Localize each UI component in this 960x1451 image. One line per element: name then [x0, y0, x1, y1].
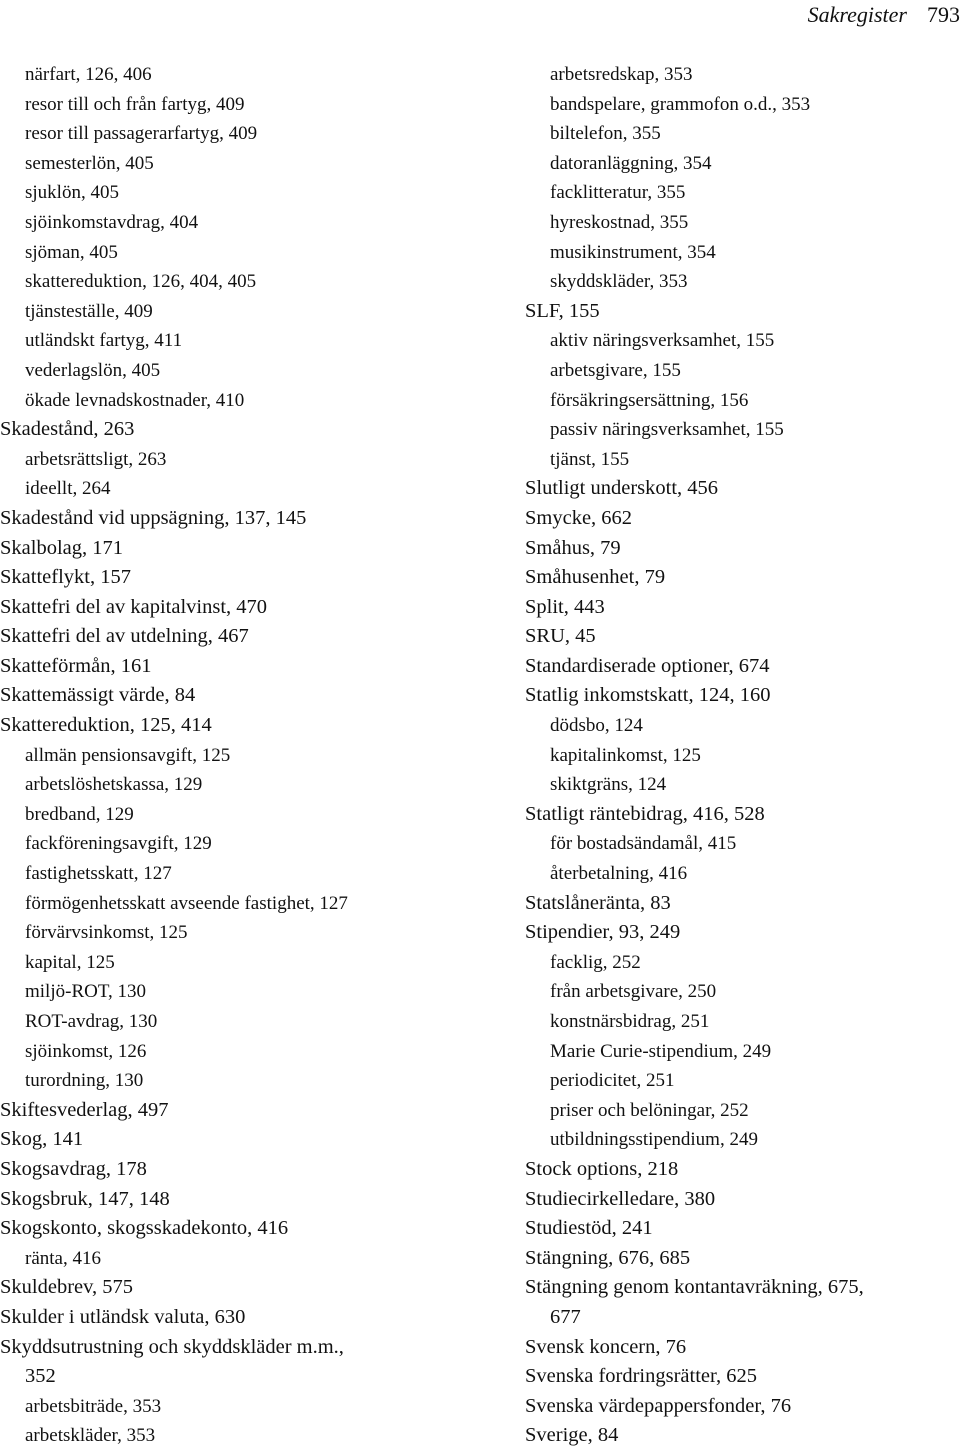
index-subentry: kapitalinkomst, 125	[550, 744, 701, 766]
index-subentry: ROT-avdrag, 130	[25, 1011, 158, 1032]
index-entry: Småhus, 79	[525, 536, 621, 559]
index-entry: Standardiserade optioner, 674	[525, 654, 770, 677]
index-subentry: sjöman, 405	[25, 241, 118, 263]
index-subentry: sjöinkomst, 126	[25, 1040, 147, 1062]
index-subentry: närfart, 126, 406	[25, 64, 152, 85]
index-entry: Skattefri del av utdelning, 467	[0, 625, 249, 648]
index-subentry: kapital, 125	[25, 951, 115, 973]
index-entry: Svenska värdepappersfonder, 76	[525, 1394, 792, 1417]
index-subentry: periodicitet, 251	[550, 1070, 675, 1092]
index-subentry: miljö-ROT, 130	[25, 981, 147, 1003]
index-subentry: arbetsredskap, 353	[550, 64, 693, 85]
index-entry: Skadestånd vid uppsägning, 137, 145	[0, 506, 307, 529]
index-entry: SLF, 155	[525, 299, 600, 322]
index-subentry: dödsbo, 124	[550, 715, 643, 737]
index-subentry: försäkringsersättning, 156	[550, 389, 749, 411]
index-entry: Statlig inkomstskatt, 124, 160	[525, 684, 771, 707]
index-subentry: arbetskläder, 353	[25, 1425, 156, 1447]
index-entry: Småhusenhet, 79	[525, 566, 666, 589]
index-subentry: från arbetsgivare, 250	[550, 981, 717, 1003]
index-entry: Skatteflykt, 157	[0, 566, 131, 589]
index-entry: Slutligt underskott, 456	[525, 477, 719, 500]
index-entry: Skadestånd, 263	[0, 418, 135, 441]
index-entry: Skog, 141	[0, 1128, 84, 1151]
index-subentry: semesterlön, 405	[25, 152, 154, 174]
index-subentry: allmän pensionsavgift, 125	[25, 744, 231, 766]
index-subentry: arbetslöshetskassa, 129	[25, 774, 203, 796]
index-subentry: resor till och från fartyg, 409	[25, 93, 245, 115]
index-subentry: facklig, 252	[550, 951, 641, 973]
running-header	[808, 0, 960, 30]
index-entry: Skulder i utländsk valuta, 630	[0, 1305, 246, 1328]
index-subentry: aktiv näringsverksamhet, 155	[550, 330, 775, 352]
index-subentry: musikinstrument, 354	[550, 241, 716, 263]
index-subentry: bredband, 129	[25, 803, 134, 825]
index-subentry: återbetalning, 416	[550, 863, 688, 885]
index-subentry: skattereduktion, 126, 404, 405	[25, 271, 257, 293]
index-column-left	[0, 60, 500, 1451]
index-entry: Skogsbruk, 147, 148	[0, 1187, 170, 1210]
index-subentry: förvärvsinkomst, 125	[25, 922, 188, 944]
index-entry: Skatteförmån, 161	[0, 654, 152, 677]
index-subentry: för bostadsändamål, 415	[550, 833, 737, 855]
index-subentry: tjänsteställe, 409	[25, 300, 153, 322]
index-subentry: tjänst, 155	[550, 448, 630, 470]
index-entry: Statslåneränta, 83	[525, 891, 671, 914]
index-entry: Statligt räntebidrag, 416, 528	[525, 802, 765, 825]
index-subentry: fackföreningsavgift, 129	[25, 833, 212, 855]
index-entry: Svensk koncern, 76	[525, 1335, 687, 1358]
index-entry: Split, 443	[525, 595, 605, 618]
index-subentry: arbetsgivare, 155	[550, 359, 681, 381]
index-entry: Skuldebrev, 575	[0, 1276, 134, 1299]
index-subentry: passiv näringsverksamhet, 155	[550, 419, 784, 441]
page-number: 793	[927, 2, 960, 27]
index-entry: Skattefri del av kapitalvinst, 470	[0, 595, 268, 618]
index-entry: Skogsavdrag, 178	[0, 1157, 147, 1180]
index-subentry: bandspelare, grammofon o.d., 353	[550, 93, 811, 115]
index-entry: Sverige, 84	[525, 1424, 619, 1447]
index-subentry: sjöinkomstavdrag, 404	[25, 211, 199, 233]
index-subentry: datoranläggning, 354	[550, 152, 712, 174]
index-subentry: Marie Curie-stipendium, 249	[550, 1040, 772, 1062]
index-subentry: arbetsrättsligt, 263	[25, 448, 167, 470]
index-subentry: vederlagslön, 405	[25, 359, 161, 381]
index-subentry: skiktgräns, 124	[550, 774, 667, 796]
index-subentry: fastighetsskatt, 127	[25, 863, 172, 885]
index-subentry: biltelefon, 355	[550, 123, 661, 145]
index-subentry: resor till passagerarfartyg, 409	[25, 123, 258, 145]
index-entry: Skogskonto, skogsskadekonto, 416	[0, 1217, 289, 1240]
index-entry: Stängning genom kontantavräkning, 675,	[525, 1276, 864, 1299]
index-subentry: ideellt, 264	[25, 478, 111, 500]
index-subentry: turordning, 130	[25, 1070, 144, 1092]
index-subentry: facklitteratur, 355	[550, 182, 686, 204]
index-subentry: utländskt fartyg, 411	[25, 330, 183, 352]
index-entry: Svenska fordringsrätter, 625	[525, 1365, 758, 1388]
index-entry: Smycke, 662	[525, 506, 633, 529]
index-subentry: förmögenhetsskatt avseende fastighet, 127	[25, 892, 348, 914]
index-column-right	[525, 60, 955, 1451]
index-subentry: ökade levnadskostnader, 410	[25, 389, 245, 411]
index-entry: Skattemässigt värde, 84	[0, 684, 196, 707]
index-subentry: sjuklön, 405	[25, 182, 119, 204]
index-entry: SRU, 45	[525, 625, 596, 648]
index-entry: Skalbolag, 171	[0, 536, 123, 559]
index-subentry: hyreskostnad, 355	[550, 211, 689, 233]
index-entry: Studiecirkelledare, 380	[525, 1187, 716, 1210]
index-subentry: konstnärsbidrag, 251	[550, 1011, 710, 1032]
index-entry-continuation: 677	[550, 1305, 581, 1328]
index-entry-continuation: 352	[25, 1365, 56, 1388]
index-subentry: skyddskläder, 353	[550, 271, 688, 293]
index-entry: Skiftesvederlag, 497	[0, 1098, 169, 1121]
index-entry: Studiestöd, 241	[525, 1217, 653, 1240]
index-entry: Stängning, 676, 685	[525, 1246, 691, 1269]
index-entry: Stipendier, 93, 249	[525, 921, 681, 944]
index-subentry: ränta, 416	[25, 1247, 101, 1269]
index-entry: Skattereduktion, 125, 414	[0, 714, 212, 737]
index-entry: Stock options, 218	[525, 1157, 679, 1180]
index-entry: Skyddsutrustning och skyddskläder m.m.,	[0, 1335, 344, 1358]
index-subentry: arbetsbiträde, 353	[25, 1395, 162, 1417]
index-subentry: utbildningsstipendium, 249	[550, 1129, 758, 1151]
index-subentry: priser och belöningar, 252	[550, 1099, 749, 1121]
section-title: Sakregister	[807, 2, 907, 27]
